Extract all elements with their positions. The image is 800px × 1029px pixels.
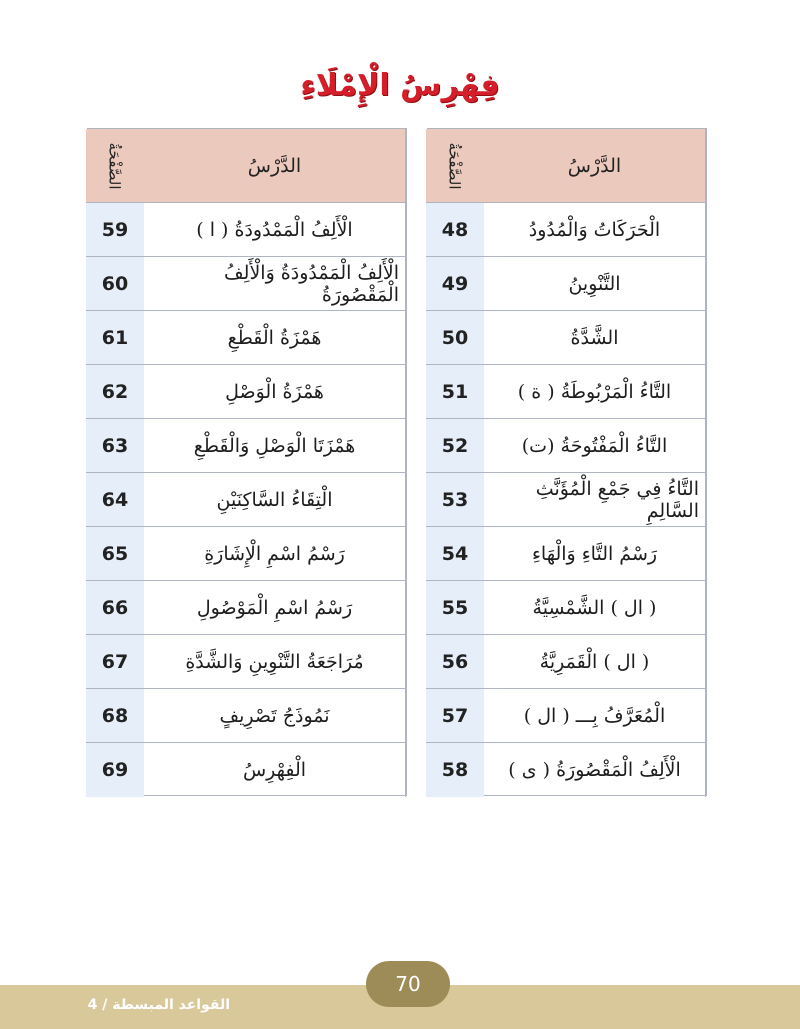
lesson-page-number: 59 (86, 203, 144, 257)
lesson-page-number: 62 (86, 365, 144, 419)
toc-block-right (427, 128, 707, 796)
lesson-page-number: 66 (86, 581, 144, 635)
lesson-page-number: 64 (86, 473, 144, 527)
lesson-title: الْفِهْرِسُ (144, 743, 406, 797)
page-number-badge: 70 (366, 961, 450, 1007)
lesson-title: مُرَاجَعَةُ التَّنْوِينِ وَالشَّدَّةِ (144, 635, 406, 689)
lesson-title: التَّنْوِينُ (484, 257, 706, 311)
lesson-title: الْأَلِفُ الْمَقْصُورَةُ ( ى ) (484, 743, 706, 797)
lesson-title: الْأَلِفُ الْمَمْدُودَةُ وَالْأَلِفُ الْمَقْصُورَةُ (144, 257, 406, 311)
lesson-title: التَّاءُ الْمَفْتُوحَةُ (ت) (484, 419, 706, 473)
lesson-title: الْأَلِفُ الْمَمْدُودَةُ ( ا ) (144, 203, 406, 257)
lesson-page-number: 51 (426, 365, 484, 419)
header-lesson: الدَّرْسُ (484, 129, 706, 203)
header-page-label: الصَّفْحَةُ (106, 141, 124, 190)
lesson-page-number: 55 (426, 581, 484, 635)
lesson-page-number: 48 (426, 203, 484, 257)
lesson-page-number: 52 (426, 419, 484, 473)
lesson-page-number: 50 (426, 311, 484, 365)
lesson-page-number: 61 (86, 311, 144, 365)
lesson-title: رَسْمُ اسْمِ الْإِشَارَةِ (144, 527, 406, 581)
lesson-page-number: 54 (426, 527, 484, 581)
lesson-title: هَمْزَةُ الْقَطْعِ (144, 311, 406, 365)
lesson-page-number: 63 (86, 419, 144, 473)
header-page (86, 129, 144, 203)
header-page (426, 129, 484, 203)
lesson-title: ( ال ) الشَّمْسِيَّةُ (484, 581, 706, 635)
lesson-title: رَسْمُ اسْمِ الْمَوْصُولِ (144, 581, 406, 635)
lesson-title: الْحَرَكَاتُ وَالْمُدُودُ (484, 203, 706, 257)
lesson-page-number: 68 (86, 689, 144, 743)
page-title: فِهْرِسُ الْإِمْلَاءِ (300, 68, 500, 103)
lesson-title: الْمُعَرَّفُ بِـــ ( ال ) (484, 689, 706, 743)
lesson-page-number: 60 (86, 257, 144, 311)
lesson-page-number: 57 (426, 689, 484, 743)
table-of-contents (87, 128, 707, 796)
lesson-page-number: 65 (86, 527, 144, 581)
lesson-title: الشَّدَّةُ (484, 311, 706, 365)
lesson-title: هَمْزَتَا الْوَصْلِ وَالْقَطْعِ (144, 419, 406, 473)
footer-book-title: القواعد المبسطة / 4 (87, 997, 230, 1013)
lesson-title: التَّاءُ الْمَرْبُوطَةُ ( ة ) (484, 365, 706, 419)
header-lesson: الدَّرْسُ (144, 129, 406, 203)
lesson-page-number: 53 (426, 473, 484, 527)
toc-block-left (87, 128, 407, 796)
lesson-page-number: 67 (86, 635, 144, 689)
lesson-page-number: 58 (426, 743, 484, 797)
lesson-title: الْتِقَاءُ السَّاكِنَيْنِ (144, 473, 406, 527)
lesson-title: رَسْمُ التَّاءِ وَالْهَاءِ (484, 527, 706, 581)
lesson-page-number: 69 (86, 743, 144, 797)
lesson-page-number: 56 (426, 635, 484, 689)
lesson-title: ( ال ) الْقَمَرِيَّةُ (484, 635, 706, 689)
lesson-title: التَّاءُ فِي جَمْعِ الْمُؤَنَّثِ السَّالِمِ (484, 473, 706, 527)
header-page-label: الصَّفْحَةُ (446, 141, 464, 190)
lesson-page-number: 49 (426, 257, 484, 311)
lesson-title: هَمْزَةُ الْوَصْلِ (144, 365, 406, 419)
lesson-title: نَمُوذَجُ تَصْرِيفٍ (144, 689, 406, 743)
